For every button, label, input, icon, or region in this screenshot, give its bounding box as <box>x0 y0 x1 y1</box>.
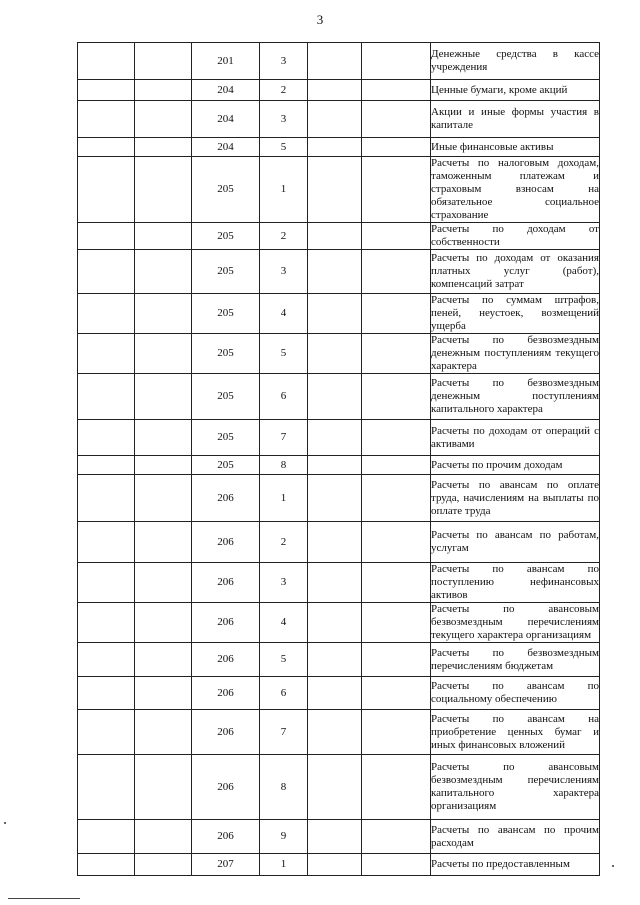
empty-cell <box>362 334 431 374</box>
account-code: 206 <box>192 563 260 603</box>
footnote-separator <box>8 898 80 899</box>
account-sub-code: 3 <box>260 101 308 138</box>
empty-cell <box>308 334 362 374</box>
empty-cell <box>308 374 362 420</box>
table-row <box>78 854 600 876</box>
empty-cell <box>135 223 192 250</box>
empty-cell <box>308 755 362 820</box>
table-row <box>78 456 600 475</box>
empty-cell <box>308 563 362 603</box>
table-row <box>78 138 600 157</box>
account-description: Расчеты по авансам по социальному обеспечению <box>431 677 600 710</box>
empty-cell <box>78 563 135 603</box>
empty-cell <box>308 643 362 677</box>
account-sub-code: 1 <box>260 854 308 876</box>
account-sub-code: 2 <box>260 223 308 250</box>
empty-cell <box>308 138 362 157</box>
empty-cell <box>362 643 431 677</box>
empty-cell <box>135 710 192 755</box>
empty-cell <box>362 563 431 603</box>
empty-cell <box>362 456 431 475</box>
empty-cell <box>308 80 362 101</box>
empty-cell <box>135 820 192 854</box>
empty-cell <box>362 250 431 294</box>
account-sub-code: 7 <box>260 420 308 456</box>
account-sub-code: 4 <box>260 294 308 334</box>
account-sub-code: 5 <box>260 334 308 374</box>
empty-cell <box>135 334 192 374</box>
scan-speck <box>4 822 6 824</box>
table-row <box>78 522 600 563</box>
empty-cell <box>78 157 135 223</box>
empty-cell <box>362 854 431 876</box>
account-description: Расчеты по безвозмездным денежным поступлениям текущего характера <box>431 334 599 372</box>
empty-cell <box>362 755 431 820</box>
account-description: Акции и иные формы участия в капитале <box>431 101 600 138</box>
empty-cell <box>78 420 135 456</box>
account-description: Расчеты по прочим доходам <box>431 456 600 475</box>
page-number: 3 <box>316 12 324 27</box>
account-sub-code: 3 <box>260 43 308 80</box>
empty-cell <box>78 475 135 522</box>
table-row <box>78 101 600 138</box>
account-description: Расчеты по безвозмездным перечислениям бюджетам <box>431 643 600 677</box>
empty-cell <box>308 854 362 876</box>
table-row <box>78 374 600 420</box>
table-row <box>78 250 600 294</box>
empty-cell <box>362 603 431 643</box>
account-code: 205 <box>192 334 260 374</box>
account-description: Расчеты по предоставленным <box>431 854 600 876</box>
empty-cell <box>362 710 431 755</box>
empty-cell <box>308 456 362 475</box>
account-description: Расчеты по авансам по оплате труда, начислениям на выплаты по оплате труда <box>431 475 600 522</box>
empty-cell <box>308 475 362 522</box>
account-code: 207 <box>192 854 260 876</box>
empty-cell <box>362 820 431 854</box>
account-sub-code: 3 <box>260 250 308 294</box>
empty-cell <box>78 522 135 563</box>
empty-cell <box>362 374 431 420</box>
table-row <box>78 677 600 710</box>
account-sub-code: 2 <box>260 80 308 101</box>
empty-cell <box>308 710 362 755</box>
empty-cell <box>78 755 135 820</box>
table-row <box>78 334 600 374</box>
empty-cell <box>308 157 362 223</box>
empty-cell <box>362 80 431 101</box>
account-description: Иные финансовые активы <box>431 138 600 157</box>
empty-cell <box>308 43 362 80</box>
empty-cell <box>135 563 192 603</box>
account-sub-code: 8 <box>260 456 308 475</box>
account-code: 206 <box>192 710 260 755</box>
account-code: 206 <box>192 677 260 710</box>
account-description: Расчеты по авансам по поступлению нефинансовых активов <box>431 563 599 601</box>
account-code: 205 <box>192 420 260 456</box>
account-sub-code: 6 <box>260 677 308 710</box>
empty-cell <box>362 677 431 710</box>
table-row <box>78 420 600 456</box>
empty-cell <box>308 677 362 710</box>
account-sub-code: 4 <box>260 603 308 643</box>
empty-cell <box>78 603 135 643</box>
account-description: Расчеты по авансам на приобретение ценных бумаг и иных финансовых вложений <box>431 710 600 755</box>
table-row <box>78 755 600 820</box>
account-description: Расчеты по налоговым доходам, таможенным платежам и страховым взносам на обязательное социальное страхование <box>431 157 599 221</box>
account-sub-code: 7 <box>260 710 308 755</box>
empty-cell <box>78 138 135 157</box>
empty-cell <box>135 854 192 876</box>
account-sub-code: 1 <box>260 157 308 223</box>
empty-cell <box>78 101 135 138</box>
account-sub-code: 1 <box>260 475 308 522</box>
empty-cell <box>308 223 362 250</box>
empty-cell <box>308 420 362 456</box>
account-sub-code: 6 <box>260 374 308 420</box>
empty-cell <box>308 522 362 563</box>
empty-cell <box>135 80 192 101</box>
empty-cell <box>362 101 431 138</box>
account-sub-code: 8 <box>260 755 308 820</box>
empty-cell <box>78 294 135 334</box>
account-sub-code: 5 <box>260 138 308 157</box>
empty-cell <box>135 603 192 643</box>
table-row <box>78 80 600 101</box>
account-code: 205 <box>192 223 260 250</box>
empty-cell <box>78 250 135 294</box>
empty-cell <box>308 603 362 643</box>
empty-cell <box>362 223 431 250</box>
table-row <box>78 820 600 854</box>
account-code: 204 <box>192 138 260 157</box>
account-code: 204 <box>192 80 260 101</box>
account-description: Ценные бумаги, кроме акций <box>431 80 600 101</box>
empty-cell <box>362 157 431 223</box>
table-row <box>78 563 600 603</box>
empty-cell <box>78 223 135 250</box>
empty-cell <box>308 250 362 294</box>
empty-cell <box>135 643 192 677</box>
account-code: 204 <box>192 101 260 138</box>
empty-cell <box>362 420 431 456</box>
empty-cell <box>78 820 135 854</box>
empty-cell <box>78 43 135 80</box>
account-code: 206 <box>192 603 260 643</box>
empty-cell <box>78 677 135 710</box>
account-description: Расчеты по суммам штрафов, пеней, неустоек, возмещений ущерба <box>431 294 599 332</box>
empty-cell <box>362 43 431 80</box>
account-code: 206 <box>192 522 260 563</box>
empty-cell <box>78 854 135 876</box>
empty-cell <box>362 138 431 157</box>
account-description: Расчеты по доходам от операций с активами <box>431 420 600 456</box>
account-sub-code: 5 <box>260 643 308 677</box>
account-description: Расчеты по доходам от собственности <box>431 223 599 248</box>
empty-cell <box>78 710 135 755</box>
account-description: Расчеты по авансовым безвозмездным перечислениям капитального характера организациям <box>431 755 600 820</box>
account-description: Расчеты по авансам по прочим расходам <box>431 820 600 854</box>
account-code: 201 <box>192 43 260 80</box>
table-row <box>78 294 600 334</box>
empty-cell <box>78 643 135 677</box>
account-code: 205 <box>192 157 260 223</box>
empty-cell <box>135 677 192 710</box>
empty-cell <box>135 101 192 138</box>
empty-cell <box>135 420 192 456</box>
empty-cell <box>362 294 431 334</box>
empty-cell <box>78 374 135 420</box>
table-row <box>78 603 600 643</box>
account-sub-code: 9 <box>260 820 308 854</box>
empty-cell <box>78 80 135 101</box>
account-sub-code: 2 <box>260 522 308 563</box>
account-description: Расчеты по безвозмездным денежным поступлениям капитального характера <box>431 374 600 420</box>
account-code: 206 <box>192 643 260 677</box>
empty-cell <box>308 820 362 854</box>
account-code: 205 <box>192 294 260 334</box>
account-code: 206 <box>192 820 260 854</box>
scan-speck <box>612 865 614 867</box>
account-sub-code: 3 <box>260 563 308 603</box>
account-code: 205 <box>192 250 260 294</box>
account-description: Расчеты по доходам от оказания платных услуг (работ), компенсаций затрат <box>431 250 600 294</box>
empty-cell <box>135 755 192 820</box>
table-row <box>78 223 600 250</box>
table-row <box>78 475 600 522</box>
empty-cell <box>78 334 135 374</box>
table-row <box>78 43 600 80</box>
empty-cell <box>135 43 192 80</box>
empty-cell <box>135 294 192 334</box>
empty-cell <box>308 101 362 138</box>
empty-cell <box>135 374 192 420</box>
empty-cell <box>135 138 192 157</box>
account-code: 206 <box>192 475 260 522</box>
table-row <box>78 710 600 755</box>
empty-cell <box>362 522 431 563</box>
account-description: Денежные средства в кассе учреждения <box>431 43 600 80</box>
empty-cell <box>135 250 192 294</box>
account-code: 205 <box>192 456 260 475</box>
table-row <box>78 157 600 223</box>
table-row <box>78 643 600 677</box>
empty-cell <box>135 157 192 223</box>
account-code: 206 <box>192 755 260 820</box>
empty-cell <box>135 522 192 563</box>
account-code: 205 <box>192 374 260 420</box>
accounts-table <box>77 42 600 876</box>
empty-cell <box>78 456 135 475</box>
empty-cell <box>308 294 362 334</box>
account-description: Расчеты по авансам по работам, услугам <box>431 522 600 563</box>
empty-cell <box>362 475 431 522</box>
empty-cell <box>135 475 192 522</box>
account-description: Расчеты по авансовым безвозмездным перечислениям текущего характера организациям <box>431 603 599 641</box>
empty-cell <box>135 456 192 475</box>
